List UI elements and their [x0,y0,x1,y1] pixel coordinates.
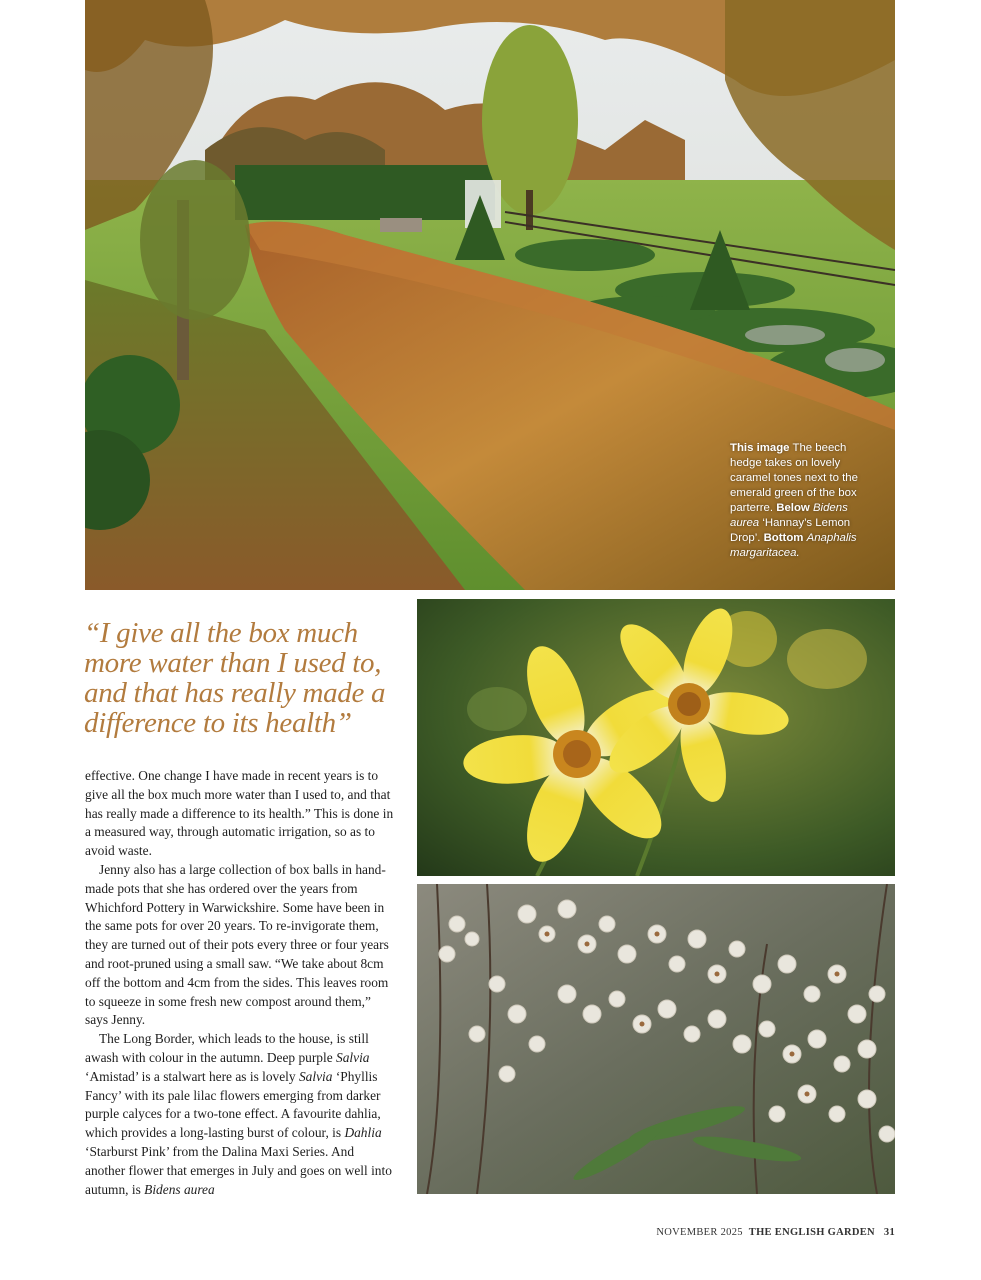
body-p3-italic-3: Dahlia [344,1125,382,1141]
page-footer [656,1227,895,1238]
photo-anaphalis-margaritacea [417,884,895,1194]
body-p3-italic-2: Salvia [298,1068,333,1084]
article-body [85,767,395,1199]
footer-magazine-title: THE ENGLISH GARDEN [748,1227,875,1238]
photo-bidens-aurea [417,599,895,876]
body-p3-part-d: ‘Starburst Pink’ from the Dalina Maxi Series. And another flower that emerges in July and goes on well into autumn, is [85,1143,392,1197]
pull-quote: “I give all the box much more water than I used to, and that has really made a difference to its health” [84,617,386,739]
caption-bottom-label: Bottom [763,532,804,544]
caption-below-species: Bidens aurea [730,502,848,529]
footer-page-number: 31 [883,1227,895,1238]
body-p3-part-c: ‘Phyllis Fancy’ with its pale lilac flowers emerging from darker purple calyces for a two-tone effect. A favourite dahlia, which provides a long-lasting burst of colour, is [85,1068,381,1141]
caption-below-label: Below [776,502,810,514]
body-paragraph-1: effective. One change I have made in recent years is to give all the box much more water than I used to, and that has really made a difference to its health.” This is done in a measured way, through automatic irrigation, so as to avoid waste. [85,768,394,859]
caption-this-image-text: The beech hedge takes on lovely caramel tones next to the emerald green of the box parterre. [730,442,858,514]
body-p3-italic-4: Bidens aurea [144,1181,215,1197]
footer-date: NOVEMBER 2025 [656,1227,743,1238]
body-p3-part-b: ‘Amistad’ is a stalwart here as is lovely [85,1068,296,1084]
body-paragraph-2: Jenny also has a large collection of box balls in hand-made pots that she has ordered over the years from Whichford Pottery in Warwickshire. Some have been in the same pots for over 20 years. To re-invigorate them, they are turned out of their pots every three or four years and root-pruned using a small saw. “We take about 8cm off the bottom and 4cm from the sides. This leaves room to squeeze in some fresh new compost around them,” says Jenny. [85,861,389,1028]
caption-bottom-species: Anaphalis margaritacea. [730,532,857,559]
caption-below-cultivar: ‘Hannay’s Lemon Drop’. [730,517,851,544]
caption-this-image-label: This image [730,442,790,454]
body-paragraph-3 [85,1030,395,1199]
photo-caption [730,441,880,561]
body-p3-part-a: The Long Border, which leads to the house, is still awash with colour in the autumn. Deep purple [85,1031,369,1065]
body-p3-italic-1: Salvia [336,1049,370,1065]
